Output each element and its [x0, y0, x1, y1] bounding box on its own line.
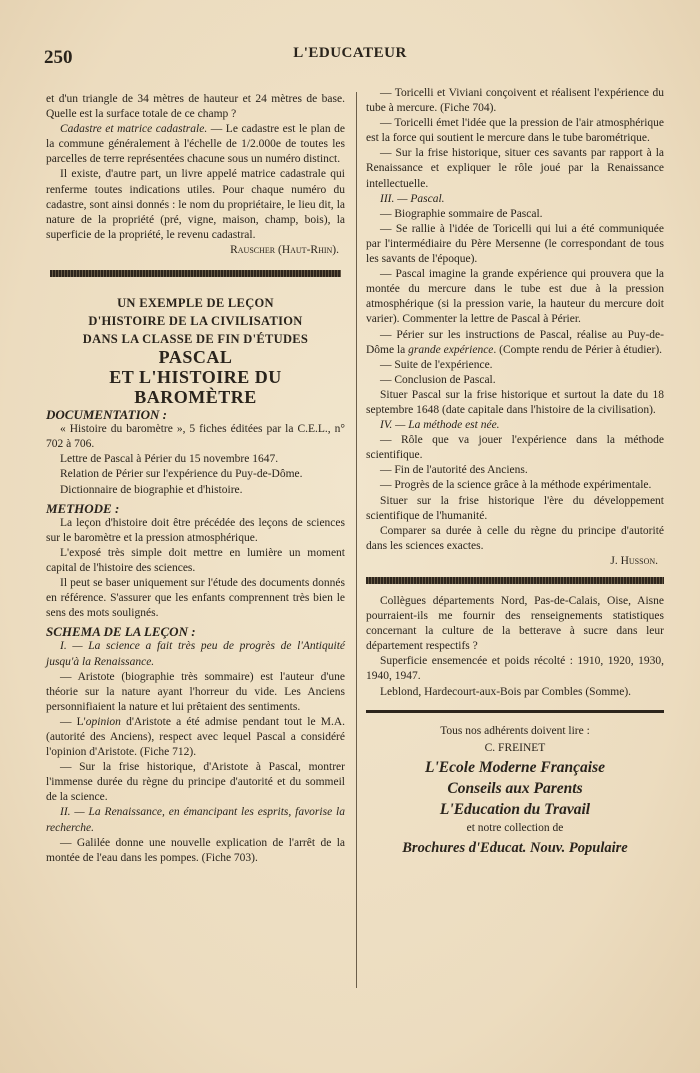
schema-part: IV. — La méthode est née. — [380, 419, 500, 432]
schema-item: — Sur la frise historique, d'Aristote à Pascal, montrer l'immense durée du règne du principe d'autorité et du sommeil de la science. — [46, 761, 345, 804]
schema-text: . (Compte rendu de Périer à étudier). — [493, 343, 663, 356]
lesson-heading-line: D'HISTOIRE DE LA CIVILISATION — [88, 314, 303, 329]
column-divider — [356, 92, 357, 988]
notice-paragraph: Leblond, Hardecourt-aux-Bois par Combles (Somme). — [380, 685, 632, 698]
schema-italic: grande expérience — [408, 343, 494, 356]
article-title: PASCAL — [158, 347, 233, 368]
schema-item: — Aristote (biographie très sommaire) est l'auteur d'une théorie sur la nature ayant l'horreur du vide. Les Anciens personnifiaient la nature et lui prêtaient des sentiments. — [46, 670, 345, 713]
schema-item: — Biographie sommaire de Pascal. — [380, 207, 543, 220]
section-heading: SCHEMA DE LA LEÇON : — [46, 624, 196, 640]
schema-part: III. — Pascal. — [380, 192, 445, 205]
schema-part: I. — La science a fait très peu de progrès de l'Antiquité jusqu'à la Renaissance. — [46, 640, 345, 668]
ad-title: L'Education du Travail — [439, 800, 591, 818]
divider — [366, 710, 664, 713]
method-item: L'exposé très simple doit mettre en lumière un moment capital de l'histoire des sciences. — [46, 546, 345, 574]
ad-title: L'Ecole Moderne Française — [425, 758, 605, 776]
ad-line: Tous nos adhérents doivent lire : — [440, 724, 590, 737]
section-heading: METHODE : — [46, 500, 120, 516]
schema-item: — Pascal imagine la grande expérience qui prouvera que la montée du mercure dans le tube est due à la pression atmosphérique (si la pression varie, la hauteur du mercure doit varier). Commenter la lettre de Pascal à Périer. — [366, 268, 664, 326]
paragraph — [46, 122, 345, 167]
right-column — [366, 86, 664, 859]
section-heading: DOCUMENTATION : — [46, 407, 167, 423]
signature: J. Husson. — [610, 554, 658, 567]
schema-text: — L' — [60, 715, 86, 728]
schema-item: — Conclusion de Pascal. — [380, 373, 496, 386]
schema-item: — Suite de l'expérience. — [380, 358, 493, 371]
paragraph: Il existe, d'autre part, un livre appelé matrice cadastrale qui renferme toutes indications utiles. Pour chaque numéro du cadastre, sont ainsi donnés : le nom du propriétaire, le lieu dit, la nature de la propriété (pré, vigne, maison, champ, bois), la superficie de la propriété, le revenu cadastral. — [46, 168, 345, 241]
doc-item: Dictionnaire de biographie et d'histoire. — [60, 483, 243, 496]
schema-item — [366, 328, 664, 358]
inline-label: Cadastre et matrice cadastrale. — [60, 123, 208, 136]
notice-paragraph: Superficie ensemencée et poids récolté : 1910, 1920, 1930, 1940, 1947. — [366, 655, 664, 683]
schema-part: II. — La Renaissance, en émancipant les esprits, favorise la recherche. — [46, 806, 345, 834]
doc-item: Relation de Périer sur l'expérience du Puy-de-Dôme. — [60, 468, 303, 481]
article-title: ET L'HISTOIRE DU BAROMÈTRE — [109, 367, 282, 408]
ornamental-divider — [366, 577, 664, 584]
schema-item: Situer sur la frise historique l'ère du développement scientifique de l'humanité. — [366, 494, 664, 522]
method-item: La leçon d'histoire doit être précédée des leçons de sciences sur le baromètre et la pression atmosphérique. — [46, 516, 345, 544]
schema-item: — Toricelli et Viviani conçoivent et réalisent l'expérience du tube à mercure. (Fiche 704). — [366, 87, 664, 115]
schema-item — [46, 715, 345, 760]
schema-text: d'Aristote a été admise pendant tout le M.A. (autorité des Anciens), respect avec lequel Pascal a considéré l'opinion d'Aristote. (Fiche 712). — [46, 715, 345, 759]
left-column — [46, 92, 345, 866]
schema-item: — Toricelli émet l'idée que la pression de l'air atmosphérique est la force qui soutient le mercure dans le tube barométrique. — [366, 117, 664, 145]
advertisement — [366, 723, 664, 859]
ad-title: Brochures d'Educat. Nouv. Populaire — [402, 839, 628, 856]
paragraph-text: — Le cadastre est le plan de la commune généralement à l'échelle de 1/2.000e de toutes les parcelles de terre représentées chacune sous un numéro distinct. — [46, 123, 345, 166]
doc-item: Lettre de Pascal à Périer du 15 novembre 1647. — [60, 453, 279, 466]
ad-author: C. FREINET — [484, 741, 546, 754]
schema-item: — Fin de l'autorité des Anciens. — [380, 464, 528, 477]
lesson-heading-line: UN EXEMPLE DE LEÇON — [117, 296, 274, 311]
ad-line: et notre collection de — [466, 821, 564, 834]
schema-italic: opinion — [85, 715, 121, 728]
ornamental-divider — [50, 270, 341, 277]
schema-item: Situer Pascal sur la frise historique et surtout la date du 18 septembre 1648 (date capitale dans l'histoire de la civilisation). — [366, 388, 664, 416]
schema-item: — Rôle que va jouer l'expérience dans la méthode scientifique. — [366, 434, 664, 462]
schema-item: — Galilée donne une nouvelle explication de l'arrêt de la montée de l'eau dans les pompes. (Fiche 703). — [46, 836, 345, 864]
notice-paragraph: Collègues départements Nord, Pas-de-Calais, Oise, Aisne pourraient-ils me fournir des renseignements statistiques concernant la culture de la betterave à sucre dans leur département respectifs ? — [366, 595, 664, 653]
lesson-heading-line: DANS LA CLASSE DE FIN D'ÉTUDES — [82, 332, 309, 347]
ad-title: Conseils aux Parents — [447, 779, 583, 797]
schema-item: — Sur la frise historique, situer ces savants par rapport à la Renaissance et expliquer le rôle joué par la Renaissance intellectuelle. — [366, 147, 664, 190]
schema-item: — Progrès de la science grâce à la méthode expérimentale. — [380, 479, 652, 492]
paragraph: et d'un triangle de 34 mètres de hauteur et 24 mètres de base. Quelle est la surface totale de ce champ ? — [46, 93, 345, 121]
doc-item: « Histoire du baromètre », 5 fiches éditées par la C.E.L., n° 702 à 706. — [46, 423, 345, 451]
schema-text: — Périer sur les instructions de Pascal, réalise au Puy-de-Dôme la — [366, 328, 664, 356]
schema-item: Comparer sa durée à celle du règne du principe d'autorité dans les sciences exactes. — [366, 524, 664, 552]
method-item: Il peut se baser uniquement sur l'étude des documents donnés en référence. S'assurer que les enfants comprennent très bien le sens des mots soulignés. — [46, 577, 345, 620]
schema-item: — Se rallie à l'idée de Toricelli qui lui a été communiquée par l'intermédiaire du Père Mersenne (le correspondant de tous les savants de l'époque). — [366, 222, 664, 266]
running-title: L'EDUCATEUR — [293, 45, 407, 61]
signature: Rauscher (Haut-Rhin). — [230, 243, 339, 256]
page-number: 250 — [44, 47, 73, 68]
